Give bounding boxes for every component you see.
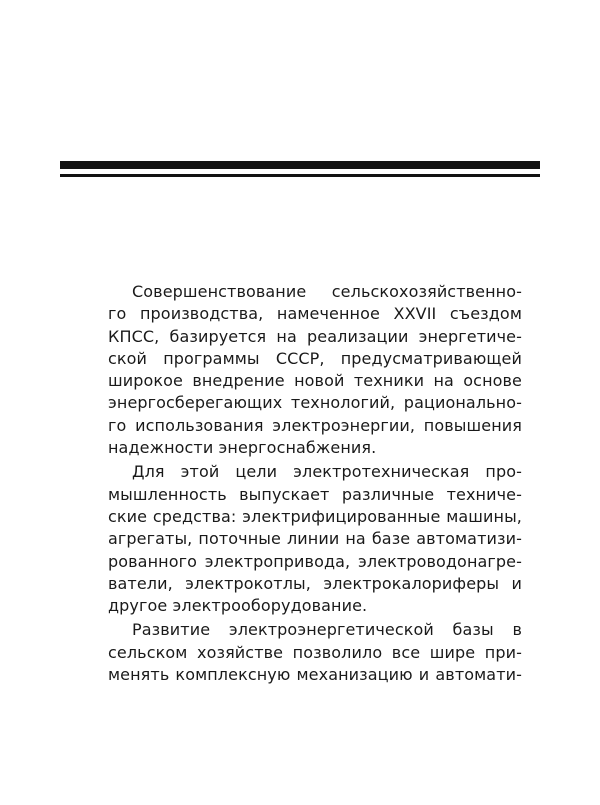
- text-line: мышленность выпускает различные техниче-: [108, 484, 522, 504]
- text-line: ской программы СССР, предусматривающей: [108, 348, 522, 368]
- text-line: Для этой цели электротехническая про-: [132, 462, 522, 482]
- decorative-rule-thin: [60, 174, 540, 177]
- paragraph: [108, 461, 522, 617]
- body-text: [108, 281, 522, 688]
- text-line: широкое внедрение новой техники на основе: [108, 371, 522, 391]
- text-line: менять комплексную механизацию и автомати-: [108, 665, 522, 685]
- text-line: сельском хозяйстве позволило все шире при-: [108, 642, 522, 662]
- text-line: агрегаты, поточные линии на базе автоматизи-: [108, 529, 522, 549]
- text-line: ватели, электрокотлы, электрокалориферы и: [108, 573, 522, 593]
- text-line: энергосберегающих технологий, рационально-: [108, 393, 522, 413]
- paragraph: [108, 281, 522, 459]
- text-line: ские средства: электрифицированные машины,: [108, 506, 522, 526]
- decorative-rule-thick: [60, 161, 540, 169]
- text-line: го производства, намеченное XXVII съездом: [108, 304, 522, 324]
- text-line: другое электрооборудование.: [108, 596, 368, 616]
- text-line: Развитие электроэнергетической базы в: [132, 620, 522, 640]
- text-line: КПСС, базируется на реализации энергетиче-: [108, 326, 522, 346]
- text-line: рованного электропривода, электроводонагре-: [108, 551, 522, 571]
- text-line: надежности энергоснабжения.: [108, 438, 377, 458]
- text-line: Совершенствование сельскохозяйственно-: [132, 282, 522, 301]
- text-line: го использования электроэнергии, повышения: [108, 415, 522, 435]
- paragraph: [108, 619, 522, 686]
